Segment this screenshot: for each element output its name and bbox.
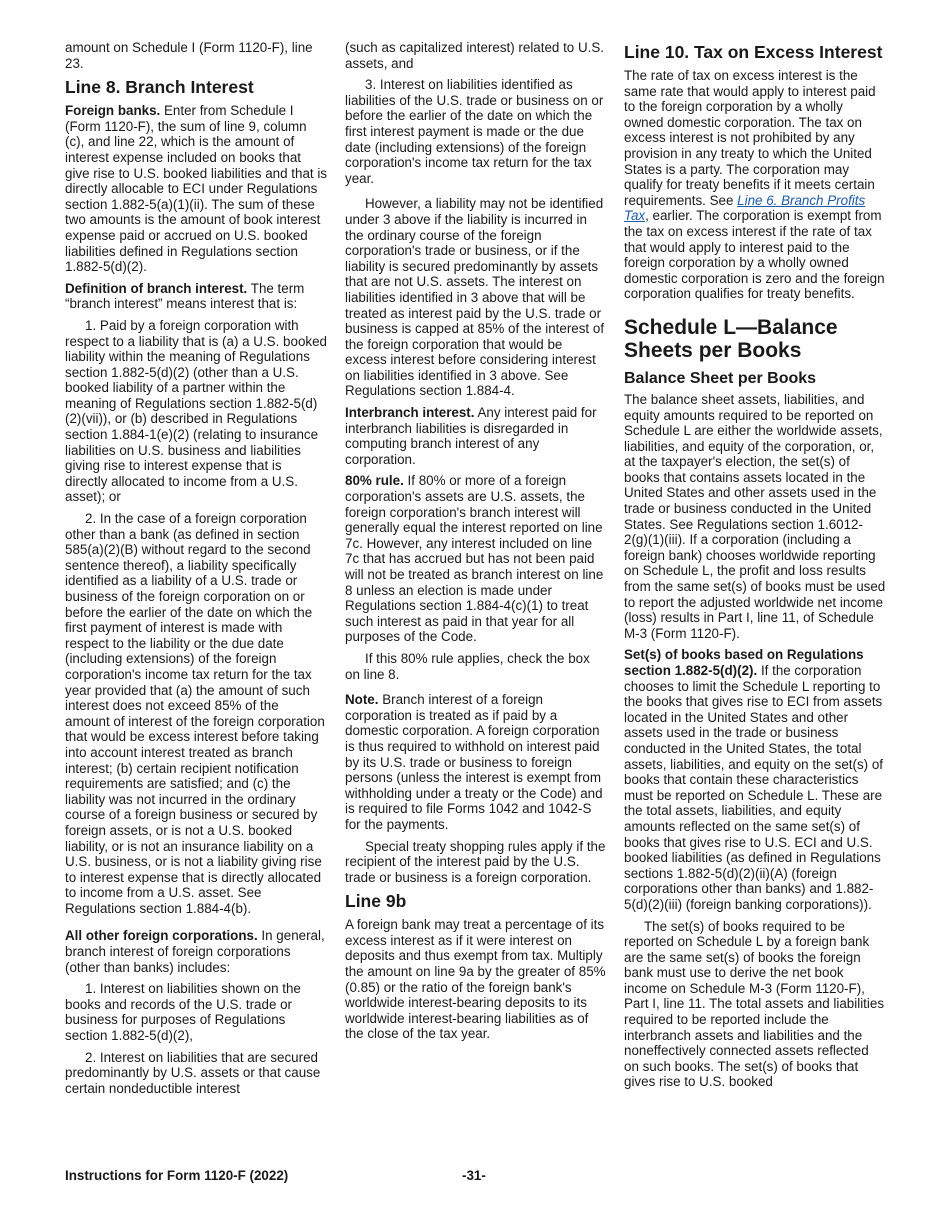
- paragraph-sets-of-books: [624, 647, 886, 912]
- list-item-other-1: 1. Interest on liabilities shown on the books and records of the U.S. trade or business for purposes of Regulations section 1.882-5(d)(2),: [65, 981, 301, 1044]
- paragraph-balance-sheet: The balance sheet assets, liabilities, and equity amounts required to be reported on Schedule L are either the worldwide assets, liabilities, and equity of the corporation, or, at the taxpayer's election, the set(s) of books that contains assets located in the United States and other assets used in the trade or business conducted in the United States. See Regulations section 1.6012-2(g)(1)(iii). If a corporation (including a foreign bank) chooses worldwide reporting on Schedule L, the profit and loss results from the same set(s) of books must be used to report the adjusted worldwide net income (loss) results in Part I, line 11, of Schedule M-3 (Form 1120-F).: [624, 391, 886, 641]
- list-item-3: 3. Interest on liabilities identified as liabilities of the U.S. trade or business on or before the earlier of the date on which the first interest payment is made or the due date (including extensions) of the foreign corporation's income tax return for the tax year.: [345, 77, 604, 186]
- paragraph: (such as capitalized interest) related to U.S. assets, and: [345, 40, 605, 71]
- run-in-heading: Note.: [345, 692, 379, 708]
- list-item-2: 2. In the case of a foreign corporation other than a bank (as defined in section 585(a)(2)(B) without regard to the second sentence thereof), a liability specifically identified as a liability of a U.S. trade or business of the foreign corporation on or before the earlier of the date on which the first payment of interest is made with respect to the liability or the due date (including extensions) of the foreign corporation's income tax return for the tax year provided that (a) the amount of such interest does not exceed 85% of the amount of interest of the foreign corporation that would be excess interest before taking into account interest treated as branch interest; (b) certain recipient notification requirements are satisfied; and (c) the liability was not incurred in the ordinary course of a foreign business or secured by foreign assets, or is not a U.S. booked liability, or is not an insurance liability on a U.S. business, or is not a liability giving rise to interest expense that is directly allocated to income from a U.S. asset. See Regulations section 1.884-4(b).: [65, 511, 325, 916]
- run-in-heading: Definition of branch interest.: [65, 280, 248, 296]
- list-item-other-2: 2. Interest on liabilities that are secured predominantly by U.S. assets or that cause certain nondeductible interest: [65, 1049, 321, 1096]
- paragraph-text: The term “branch interest” means interest that is:: [65, 280, 305, 312]
- column-2: [345, 40, 607, 1048]
- paragraph-text: Enter from Schedule I (Form 1120-F), the sum of line 9, column (c), and line 22, which is the amount of interest expense included on books that give rise to U.S. booked liabilities and that is directly allocable to ECI under Regulations section 1.882-5(a)(1)(ii). The sum of these two amounts is the amount of book interest expense paid or accrued on U.S. booked liabilities defined in Regulations section 1.882-5(d)(2).: [65, 103, 328, 275]
- run-in-heading: Foreign banks.: [65, 103, 161, 119]
- paragraph-text: If the corporation chooses to limit the Schedule L reporting to the books that gives rise to ECI from assets located in the United States and other assets used in the trade or business conducted in the United States, the total assets, liabilities, and equity on the set(s) of books that contain these characteristics must be reported on Schedule L. These are the total assets, liabilities, and equity amounts reflected on the same set(s) of books that gives rise to U.S. ECI and U.S. booked liabilities (as defined in Regulations sections 1.882-5(d)(2)(ii)(A) (foreign corporations other than banks) and 1.882-5(d)(2)(iii) (foreign banking corporations)).: [624, 663, 884, 912]
- paragraph-text: Any interest paid for interbranch liabilities is disregarded in computing branch interest of any corporation.: [345, 405, 597, 467]
- paragraph: amount on Schedule I (Form 1120-F), line 23.: [65, 40, 313, 71]
- paragraph-text: If 80% or more of a foreign corporation's assets are U.S. assets, the foreign corporation's branch interest will generally equal the interest reported on line 7c. However, any interest included on line 7c that has accrued but has not been paid will not be treated as branch interest on line 8 unless an election is made under Regulations section 1.884-4(c)(1) to treat such interest as paid in that year for all purposes of the Code.: [345, 473, 604, 645]
- paragraph-however: However, a liability may not be identified under 3 above if the liability is incurred in the ordinary course of the foreign corporation's trade or business, or if the liability is secured predominantly by assets that are not U.S. assets. The interest on liabilities identified in 3 above that will be treated as interest paid by the U.S. trade or business is capped at 85% of the interest of the foreign corporation that would be excess interest before considering interest on liabilities identified in 3 above. See Regulations section 1.884-4.: [345, 196, 605, 399]
- paragraph-foreign-banks: [65, 103, 327, 275]
- paragraph-80-rule-check: If this 80% rule applies, check the box on line 8.: [345, 650, 590, 682]
- list-item-1: 1. Paid by a foreign corporation with respect to a liability that is (a) a U.S. booked liability within the meaning of Regulations section 1.882-5(d)(2) (other than a U.S. booked liability of a partner within the meaning of Regulations section 1.882-5(d)(2)(vii)), or (b) described in Regulations section 1.884-1(e)(2) (relating to insurance liabilities on U.S. business and liabilities giving rise to interest expense that is directly allocated to income from a U.S. asset); or: [65, 317, 327, 505]
- paragraph-text: , earlier. The corporation is exempt from the tax on excess interest if the rate of tax that would apply to interest paid to the foreign corporation by a wholly owned domestic corporation is zero and the foreign corporation qualifies for treaty benefits.: [624, 208, 885, 302]
- footer-form-title: Instructions for Form 1120-F (2022): [65, 1168, 289, 1183]
- heading-line-8: Line 8. Branch Interest: [65, 77, 254, 98]
- column-1: [65, 40, 327, 1102]
- paragraph-text: In general, branch interest of foreign corporations (other than banks) includes:: [65, 928, 325, 975]
- run-in-heading: Set(s) of books based on Regulations section 1.882-5(d)(2).: [624, 647, 864, 678]
- link-line-6-branch-profits-tax[interactable]: Line 6. Branch Profits Tax: [624, 192, 866, 224]
- paragraph-sets-required: The set(s) of books required to be reported on Schedule L by a foreign bank are the same set(s) of books the foreign bank must use to derive the net book income on Schedule M-3 (Form 1120-F), Part I, line 11. The total assets and liabilities required to be reported include the interbranch assets and liabilities and the noneffectively connected assets reflected on such books. The set(s) of books that gives rise to U.S. booked: [624, 918, 885, 1090]
- paragraph-interbranch: [345, 405, 607, 467]
- run-in-heading: 80% rule.: [345, 473, 404, 489]
- paragraph-note: [345, 692, 607, 832]
- run-in-heading: Interbranch interest.: [345, 405, 475, 421]
- heading-schedule-l: Schedule L—Balance Sheets per Books: [624, 315, 838, 363]
- paragraph-text: Branch interest of a foreign corporation is treated as if paid by a domestic corporation. A foreign corporation is thus required to withhold on interest paid by its U.S. trade or business to foreign persons (unless the interest is exempt from withholding under a treaty or the Code) and is required to file Forms 1042 and 1042-S for the payments.: [345, 692, 603, 832]
- paragraph-line-10: [624, 68, 886, 302]
- paragraph-special: Special treaty shopping rules apply if the recipient of the interest paid by the U.S. trade or business is a foreign corporation.: [345, 838, 606, 885]
- heading-line-9b: Line 9b: [345, 891, 407, 912]
- paragraph-definition: [65, 281, 327, 312]
- heading-line-10: Line 10. Tax on Excess Interest: [624, 42, 883, 62]
- paragraph-other-corporations: [65, 928, 327, 975]
- run-in-heading: All other foreign corporations.: [65, 928, 258, 944]
- paragraph-80-rule: [345, 473, 607, 645]
- paragraph-line-9b: A foreign bank may treat a percentage of its excess interest as if it were interest on deposits and thus exempt from tax. Multiply the amount on line 9a by the greater of 85% (0.85) or the ratio of the foreign bank's worldwide interest-bearing deposits to its worldwide interest-bearing liabilities as of the close of the tax year.: [345, 917, 606, 1042]
- page-number: -31-: [462, 1168, 486, 1183]
- column-3: [624, 40, 886, 1096]
- paragraph-text: The rate of tax on excess interest is the same rate that would apply to interest paid to the foreign corporation by a wholly owned domestic corporation. The tax on excess interest is not prohibited by any provision in any treaty to which the United States is a party. The corporation may qualify for treaty benefits if it meets certain requirements. See: [624, 68, 876, 208]
- heading-balance-sheet: Balance Sheet per Books: [624, 369, 817, 387]
